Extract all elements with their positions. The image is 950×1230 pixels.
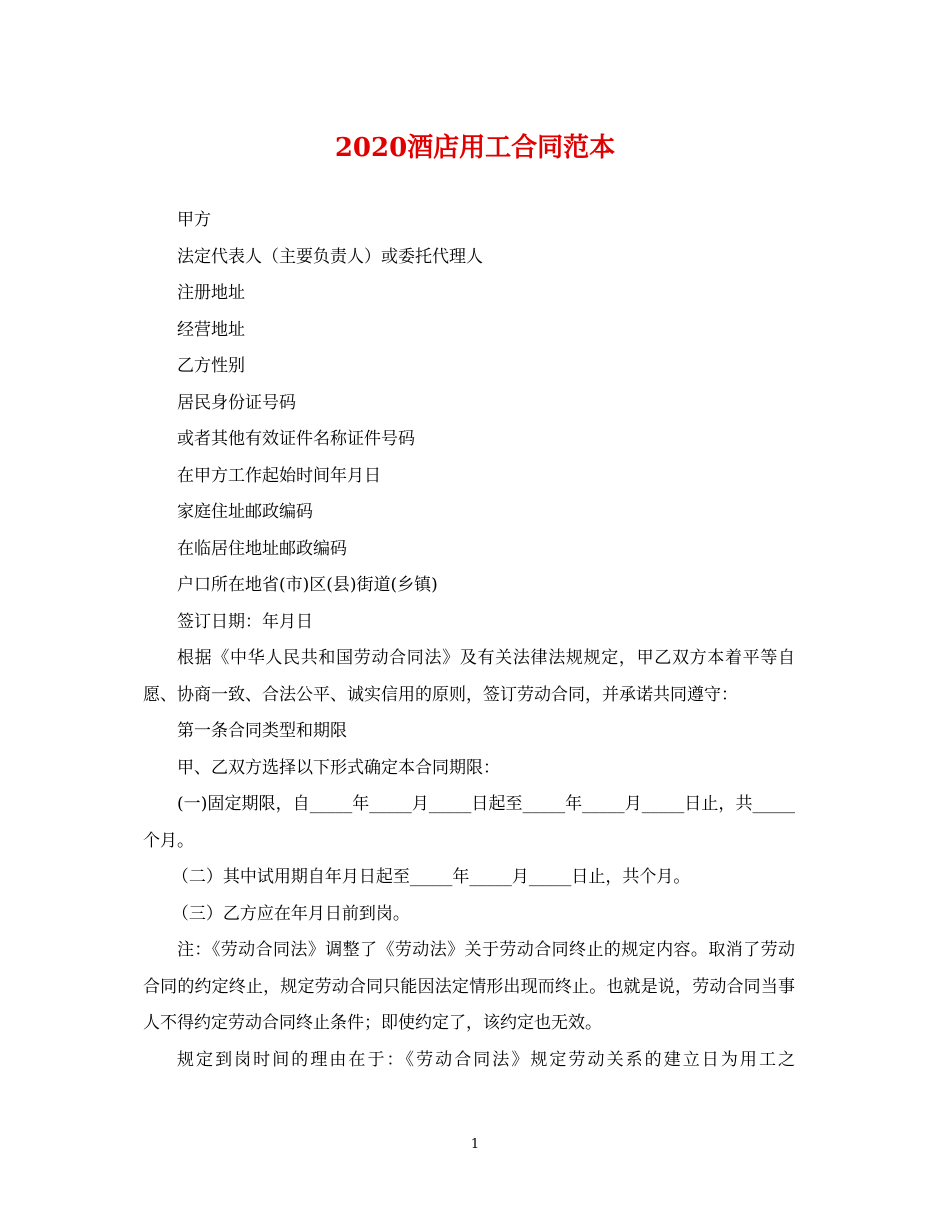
paragraph-legal-representative: 法定代表人（主要负责人）或委托代理人 xyxy=(177,246,483,267)
paragraph-party-a: 甲方 xyxy=(177,210,211,230)
paragraph-fixed-term: (一)固定期限，自_____年_____月_____日起至_____年_____月_____日止，共_____个月。 xyxy=(143,794,795,851)
paragraph-signing-date: 签订日期：年月日 xyxy=(177,611,313,632)
paragraph-term-selection: 甲、乙双方选择以下形式确定本合同期限： xyxy=(177,757,500,778)
paragraph-registered-address: 注册地址 xyxy=(177,283,245,303)
page-number: 1 xyxy=(470,1137,480,1152)
paragraph-reason: 规定到岗时间的理由在于：《劳动合同法》规定劳动关系的建立日为用工之 xyxy=(177,1049,795,1070)
paragraph-id-number: 居民身份证号码 xyxy=(177,392,296,413)
paragraph-probation: （二）其中试用期自年月日起至_____年_____月_____日止，共个月。 xyxy=(171,867,691,887)
paragraph-preamble: 根据《中华人民共和国劳动合同法》及有关法律法规规定，甲乙双方本着平等自愿、协商一致、合法公平、诚实信用的原则，签订劳动合同，并承诺共同遵守： xyxy=(143,648,795,705)
paragraph-note: 注：《劳动合同法》调整了《劳动法》关于劳动合同终止的规定内容。取消了劳动合同的约定终止，规定劳动合同只能因法定情形出现而终止。也就是说，劳动合同当事人不得约定劳动合同终止条件；即使约定了，该约定也无效。 xyxy=(143,940,795,1033)
paragraph-household-registration: 户口所在地省(市)区(县)街道(乡镇) xyxy=(177,575,438,595)
paragraph-party-b-gender: 乙方性别 xyxy=(177,356,245,376)
paragraph-home-address: 家庭住址邮政编码 xyxy=(177,502,313,522)
paragraph-business-address: 经营地址 xyxy=(177,319,245,340)
paragraph-temp-address: 在临居住地址邮政编码 xyxy=(177,538,347,559)
document-body xyxy=(143,202,795,1078)
paragraph-other-id: 或者其他有效证件名称证件号码 xyxy=(177,429,415,449)
paragraph-report-date: （三）乙方应在年月日前到岗。 xyxy=(171,903,410,924)
paragraph-start-date: 在甲方工作起始时间年月日 xyxy=(177,465,381,486)
paragraph-article-one-heading: 第一条合同类型和期限 xyxy=(177,721,347,741)
document-title: 2020酒店用工合同范本 xyxy=(334,133,616,163)
